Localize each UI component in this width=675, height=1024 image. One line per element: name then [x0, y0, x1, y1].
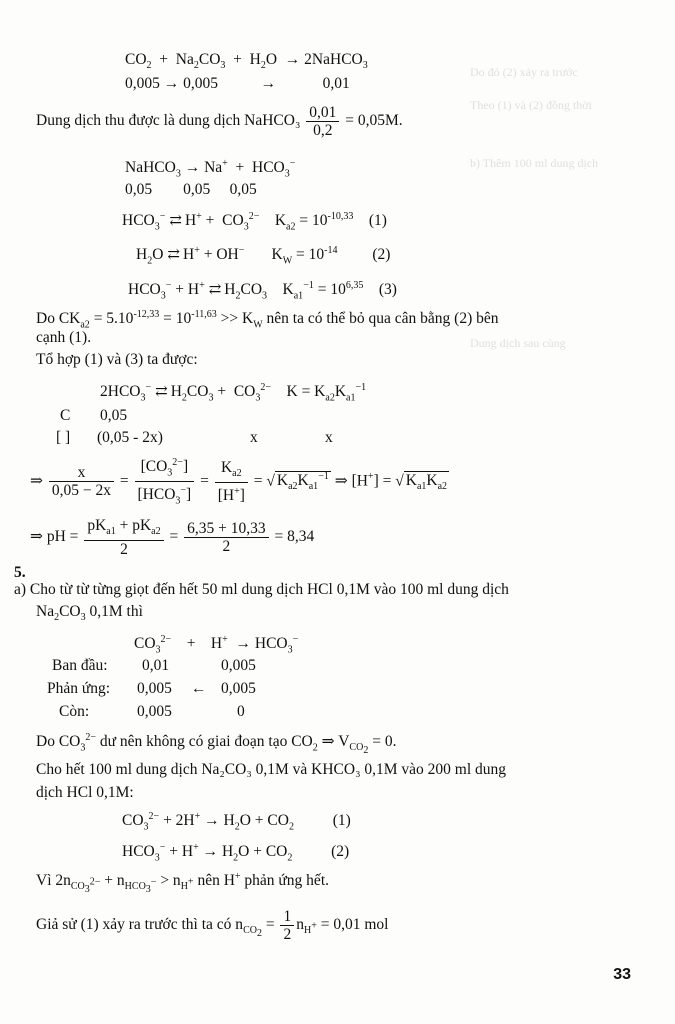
- note-2: Tổ hợp (1) và (3) ta được:: [36, 351, 198, 368]
- row-eq-value: (0,05 - 2x): [97, 429, 163, 446]
- page-number: 33: [613, 966, 631, 983]
- note-1b: cạnh (1).: [36, 329, 92, 346]
- reaction-1: $CO_2 + Na_2CO_3 + H_2O$ → 2NaHCO$_3$: [125, 51, 368, 72]
- fraction: $\frac{0,01}{0,2}$: [306, 104, 339, 139]
- equation-b1: $CO_3^{2-} + 2H^+ \to H_2O + CO_2$ (1): [122, 811, 351, 833]
- bleed-text: Dung dịch sau cùng: [470, 336, 566, 350]
- row-c: C: [60, 407, 71, 424]
- section-number: 5.: [14, 564, 26, 581]
- table-row-label: Còn:: [59, 703, 90, 720]
- solution-line: [36, 104, 403, 139]
- bleed-text: Theo (1) và (2) đồng thời: [470, 98, 592, 112]
- part-a-line2: $Na_2CO_3$ 0,1M thì: [36, 603, 143, 624]
- row-c-value: 0,05: [100, 407, 128, 424]
- table-row-b: 0,005: [221, 657, 256, 674]
- note-b: Vì $2n_{CO_3^{2-}} + n_{HCO_3^-} > n_{H^+}$ nên H+ phản ứng hết.: [36, 871, 329, 896]
- table-row-a: 0,01: [142, 657, 170, 674]
- note-a: Do $CO_3^{2-}$ dư nên không có giai đoạn tạo $CO_2$ ⇒ $V_{CO_2} = 0$.: [36, 732, 397, 757]
- part-b-line2: dịch HCl 0,1M:: [36, 784, 134, 801]
- equation-b2: $HCO_3^- + H^+ \to H_2O + CO_2$ (2): [122, 842, 350, 864]
- ratio-equation: ⇒ $\frac{x}{0,05 - 2x}$ = $\frac{[CO_3^{2-}]}{[HCO_3^-]}$ = $\frac{K_{a2}}{[H^+]}$ = √ $K_{a2}K_{a1}^{-1}$ ⇒ [H+] = √ $K_{a1}K_{a2}$: [30, 454, 449, 510]
- note-1a: Do $CK_{a2} = 5.10^{-12,33} = 10^{-11,63} >> K_W$ nên ta có thể bỏ qua cân bằng (2) bên: [36, 309, 499, 331]
- row-eq: [ ]: [56, 429, 71, 446]
- equilibrium-3: $HCO_3^- + H^+$ ⇄ $H_2CO_3$ $K_{a1}^{-1} = 10^{6,35}$ (3): [128, 280, 397, 302]
- bleed-text: b) Thêm 100 ml dung dịch: [470, 156, 599, 170]
- table-row-label: Ban đầu:: [52, 657, 108, 674]
- table-row-label: Phản ứng:: [47, 680, 111, 697]
- table-row-a: 0,005: [137, 703, 172, 720]
- part-a-line1: a) Cho từ từ từng giọt đến hết 50 ml dung dịch HCl 0,1M vào 100 ml dung dịch: [14, 581, 509, 598]
- equation-a: $CO_3^{2-}$ + $H^+ \to HCO_3^-$: [134, 634, 299, 656]
- table-row-b: 0,005: [221, 680, 256, 697]
- row-eq-x1: x: [250, 429, 258, 446]
- part-b-line1: Cho hết 100 ml dung dịch Na₂CO₃ 0,1M và KHCO₃ 0,1M vào 200 ml dung: [36, 761, 506, 778]
- dissociation-mol: 0,05 0,05 0,05: [125, 181, 257, 198]
- reaction-1-mol: 0,005 → 0,005 → 0,01: [125, 75, 350, 92]
- solution-result: = 0,05M.: [345, 112, 403, 130]
- bleed-text: Do đó (2) xảy ra trước: [470, 65, 578, 79]
- equilibrium-1: $HCO_3^-$ ⇄ $H^+ + CO_3^{2-}$ $K_{a2} = 10^{-10,33}$ (1): [122, 211, 387, 233]
- equilibrium-2: $H_2O$ ⇄ H+ + OH− $K_W = 10^{-14}$ (2): [136, 245, 391, 267]
- table-row-b: 0: [237, 703, 245, 720]
- row-eq-x2: x: [325, 429, 333, 446]
- table-row-arrow: ←: [191, 680, 207, 697]
- combined-equilibrium: $2HCO_3^-$ ⇄ $H_2CO_3 + CO_3^{2-}$ $K = K_{a2}K_{a1}^{-1}$: [100, 382, 367, 404]
- dissociation: NaHCO$_3$ → $Na^+ + HCO_3^-$: [125, 158, 296, 180]
- table-row-a: 0,005: [137, 680, 172, 697]
- ph-equation: ⇒ pH = $\frac{pK_{a1} + pK_{a2}}{2}$ = $\frac{6,35 + 10,33}{2}$ = 8,34: [30, 517, 315, 559]
- note-c: Giả sử (1) xảy ra trước thì ta có $n_{CO_2}$ = $\frac{1}{2}$ $n_{H^+} = 0,01$ mol: [36, 908, 389, 943]
- solution-text: Dung dịch thu được là dung dịch NaHCO₃: [36, 112, 301, 130]
